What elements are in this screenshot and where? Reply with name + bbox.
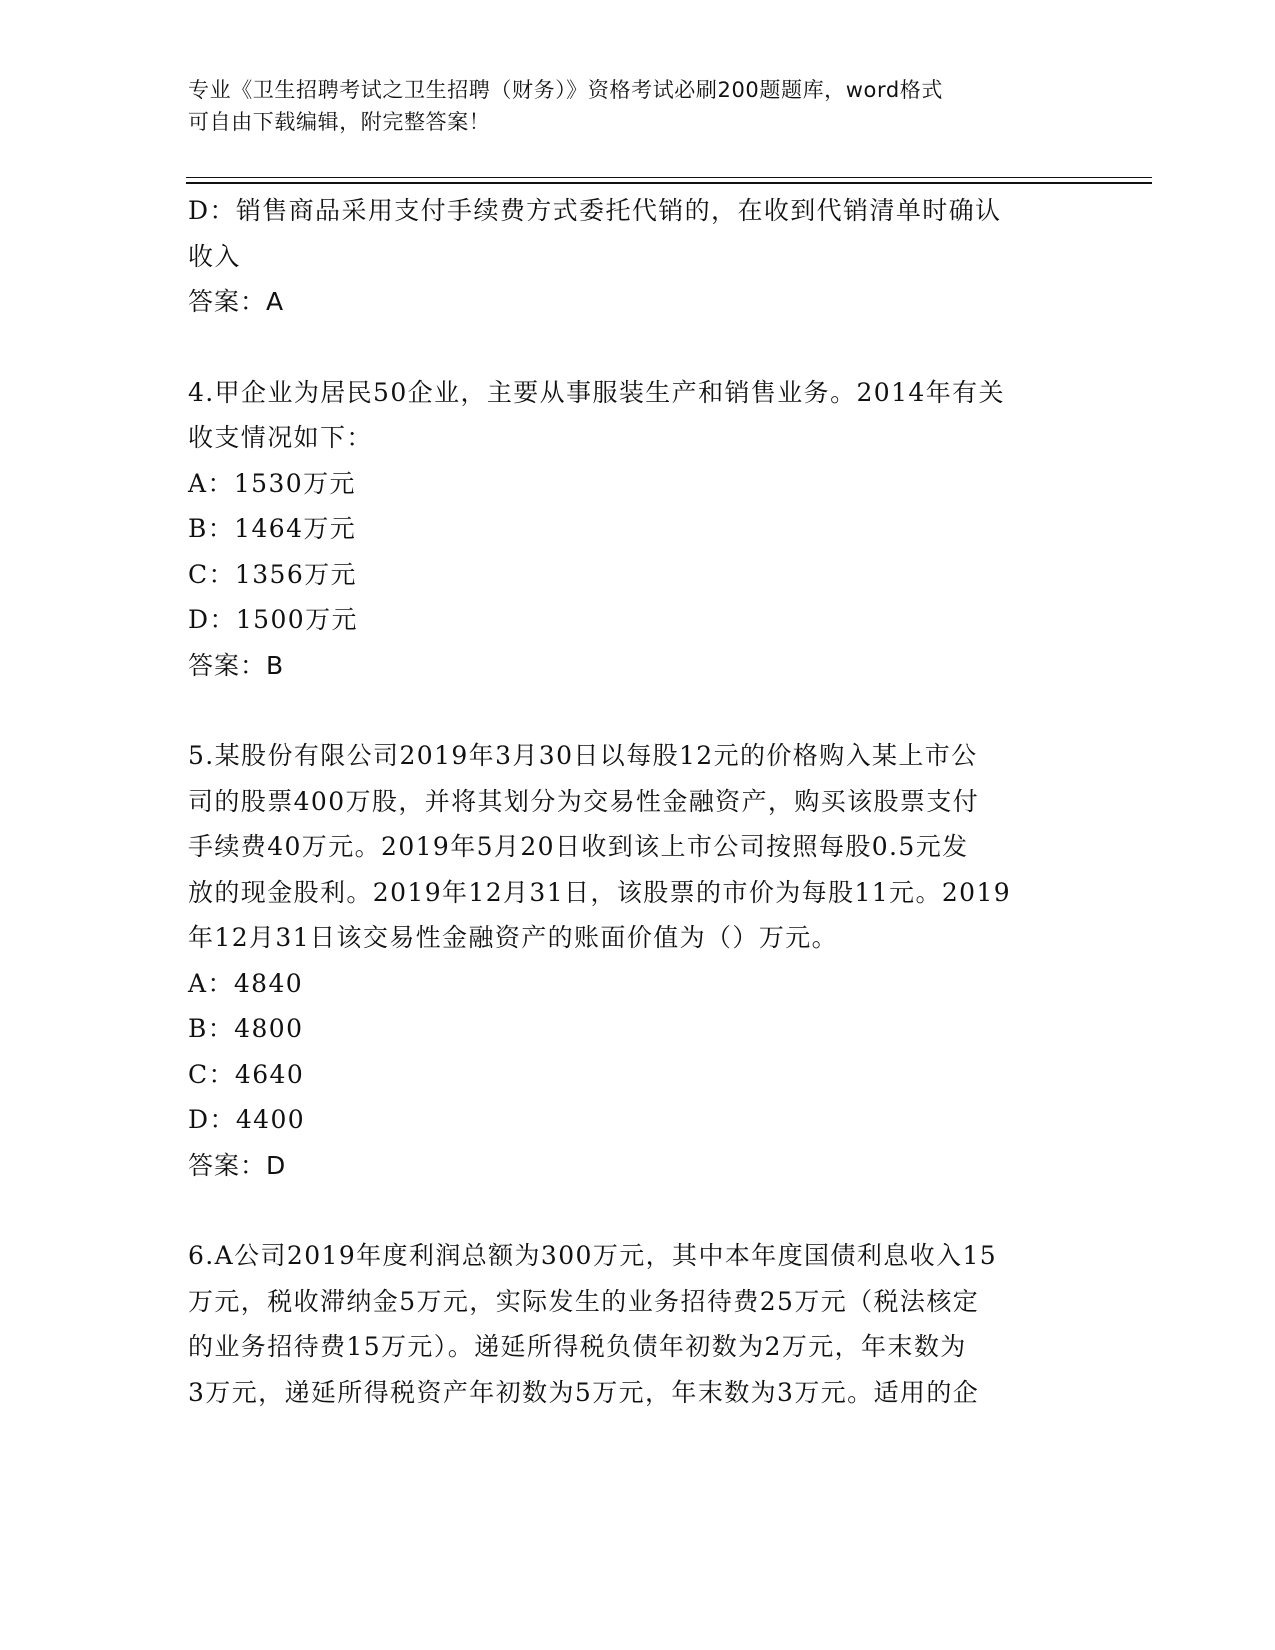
header-title-line-1: 专业《卫生招聘考试之卫生招聘（财务）》资格考试必刷200题题库，word格式 — [188, 78, 943, 102]
option-c: C：4640 — [188, 1059, 305, 1089]
option-d: D：1500万元 — [188, 605, 358, 634]
answer-label: 答案：B — [188, 650, 285, 680]
spacer — [188, 1188, 1083, 1233]
option-b: B：4800 — [188, 1014, 304, 1043]
header-title-line-2: 可自由下载编辑，附完整答案！ — [188, 110, 491, 134]
option-d: D：4400 — [188, 1105, 306, 1134]
option-d-continued: 收入 — [188, 241, 241, 271]
question-stem-continued: 手续费40万元。2019年5月20日收到该上市公司按照每股0.5元发 — [188, 832, 969, 861]
answer-label: 答案：A — [188, 287, 285, 316]
question-stem-continued: 年12月31日该交易性金融资产的账面价值为（）万元。 — [188, 923, 839, 952]
document-body — [188, 188, 1083, 1415]
spacer — [188, 325, 1083, 370]
question-stem-continued: 放的现金股利。2019年12月31日，该股票的市价为每股11元。2019 — [188, 877, 1012, 907]
option-b: B：1464万元 — [188, 514, 357, 543]
spacer — [188, 688, 1083, 733]
question-4 — [188, 370, 1083, 689]
question-stem-continued: 万元，税收滞纳金5万元，实际发生的业务招待费25万元（税法核定 — [188, 1286, 980, 1316]
question-5 — [188, 733, 1083, 1188]
header-divider-thick — [186, 182, 1152, 184]
option-a: A：4840 — [188, 968, 304, 998]
option-c: C：1356万元 — [188, 559, 357, 589]
question-stem-continued: 收支情况如下： — [188, 423, 373, 452]
answer-label: 答案：D — [188, 1150, 287, 1180]
page-header — [188, 74, 1068, 138]
option-d: D：销售商品采用支付手续费方式委托代销的，在收到代销清单时确认 — [188, 196, 1002, 225]
header-divider-thin — [186, 177, 1152, 178]
question-6 — [188, 1233, 1083, 1415]
question-stem-continued: 3万元，递延所得税资产年初数为5万元，年末数为3万元。适用的企 — [188, 1377, 980, 1407]
question-stem: 6.A公司2019年度利润总额为300万元，其中本年度国债利息收入15 — [188, 1241, 998, 1270]
option-a: A：1530万元 — [188, 468, 356, 498]
question-stem: 5.某股份有限公司2019年3月30日以每股12元的价格购入某上市公 — [188, 741, 978, 770]
question-stem-continued: 司的股票400万股，并将其划分为交易性金融资产，购买该股票支付 — [188, 786, 980, 816]
question-stem-continued: 的业务招待费15万元）。递延所得税负债年初数为2万元，年末数为 — [188, 1332, 967, 1361]
question-stem: 4.甲企业为居民50企业，主要从事服装生产和销售业务。2014年有关 — [188, 377, 1005, 407]
question-3-tail — [188, 188, 1083, 325]
